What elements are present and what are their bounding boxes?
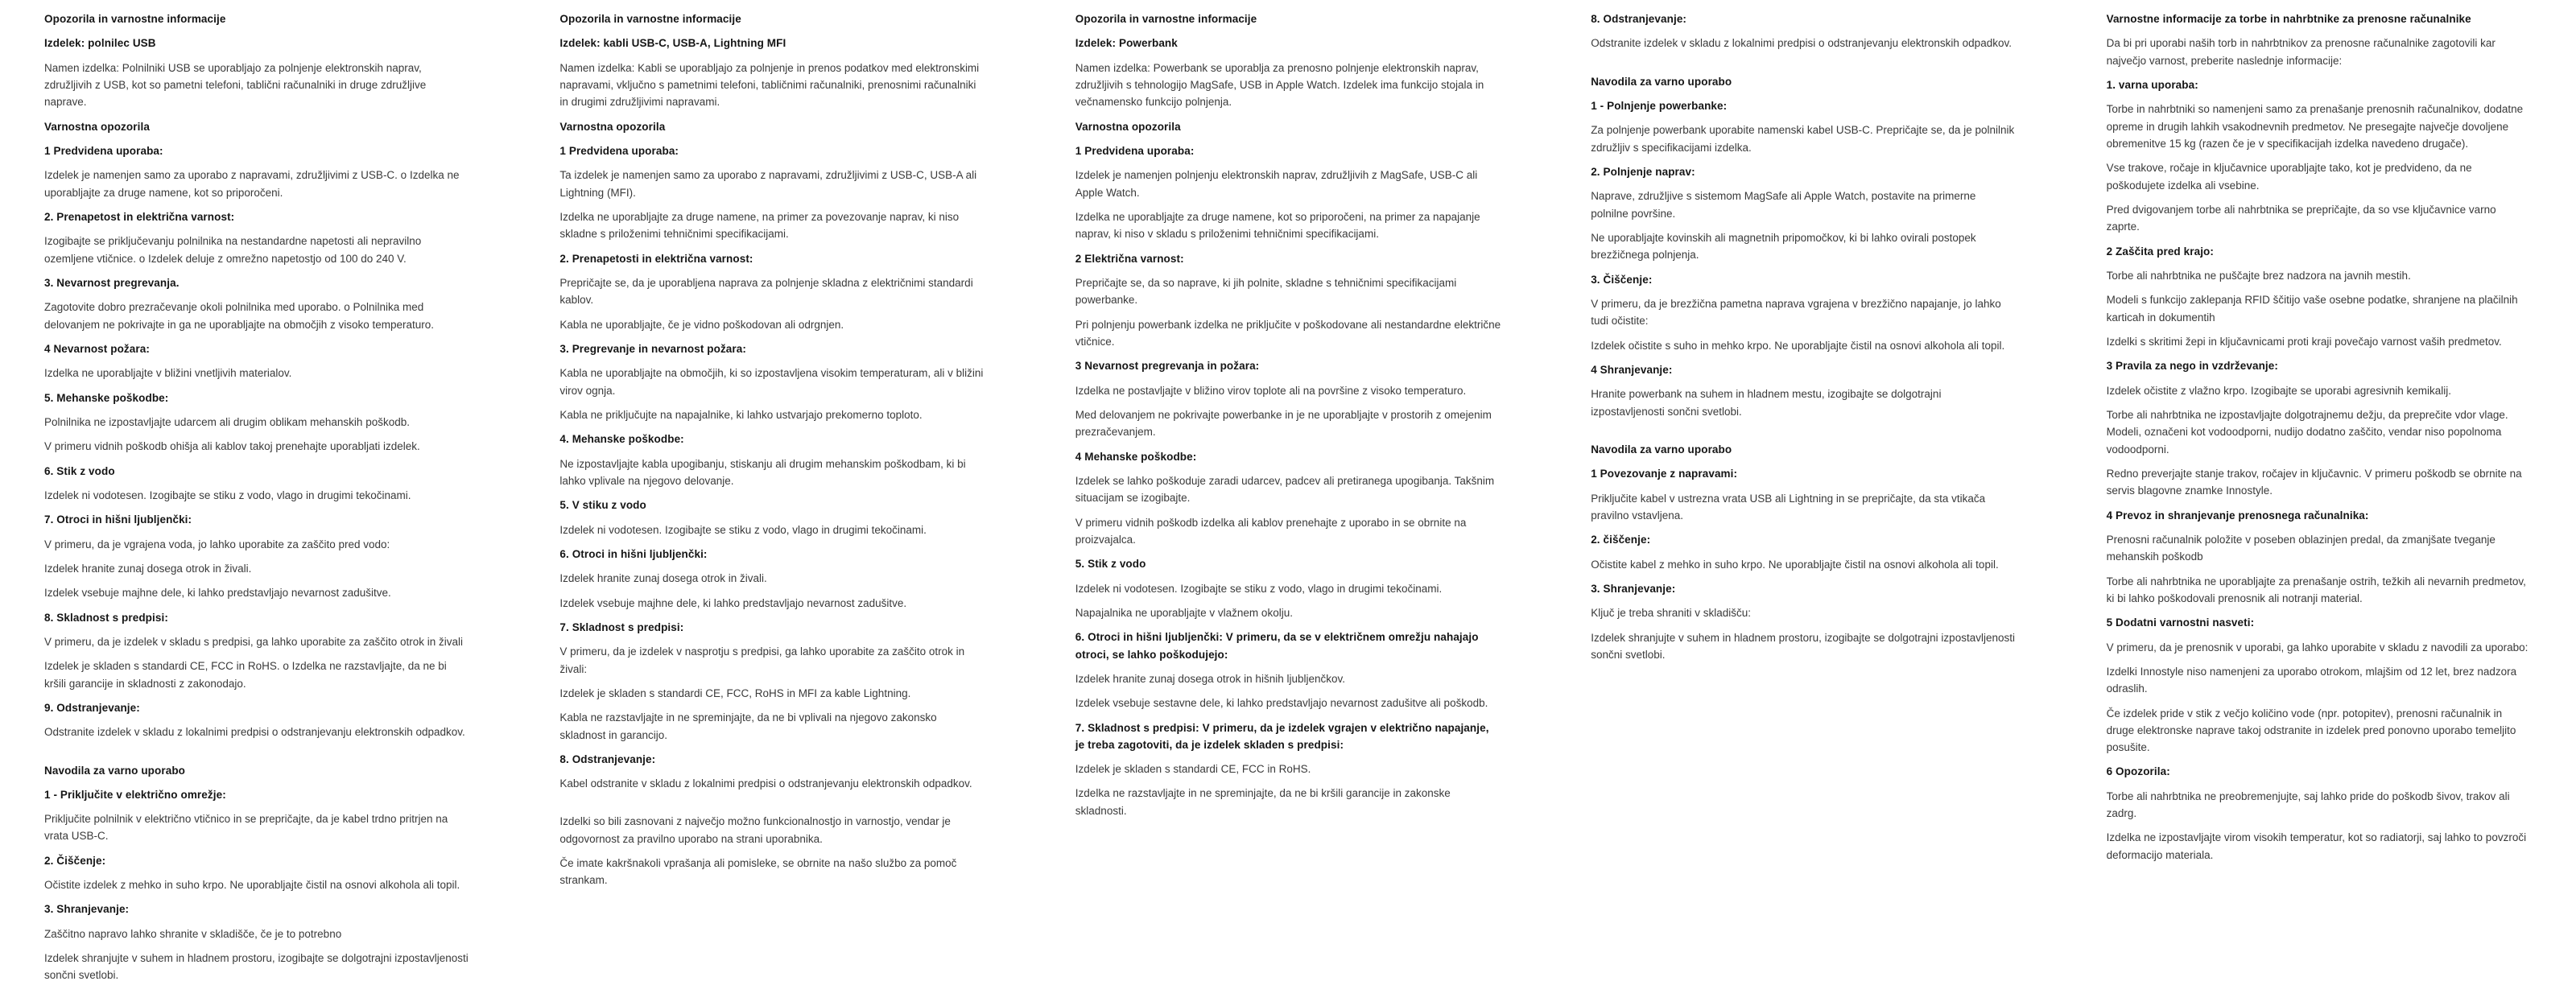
paragraph: Ne izpostavljajte kabla upogibanju, stiskanju ali drugim mehanskim poškodbam, ki bi lahko vplivale na njegovo delovanje. (559, 457, 966, 487)
paragraph: Za polnjenje powerbank uporabite namenski kabel USB-C. Prepričajte se, da je polnilnik združljiv s specifikacijami izdelka. (1591, 124, 2015, 154)
paragraph: Izdelek je skladen s standardi CE, FCC in RoHS. (1075, 763, 1311, 776)
paragraph: Ne uporabljajte kovinskih ali magnetnih pripomočkov, ki bi lahko ovirali postopek brezžičnega polnjenja. (1591, 231, 1976, 262)
paragraph: Če imate kakršnakoli vprašanja ali pomisleke, se obrnite na našo službo za pomoč strankam. (559, 857, 957, 887)
paragraph: Izdelek vsebuje majhne dele, ki lahko predstavljajo nevarnost zadušitve. (559, 596, 907, 609)
section-heading: 6 Opozorila: (2106, 765, 2170, 778)
paragraph: Prenosni računalnik položite v poseben oblazinjen predal, da zmanjšate tveganje mehanskih poškodb (2106, 533, 2496, 563)
section-heading: 6. Otroci in hišni ljubljenčki: (559, 547, 708, 560)
paragraph: V primeru, da je prenosnik v uporabi, ga lahko uporabite v skladu z navodili za uporabo: (2106, 641, 2529, 653)
paragraph: Zagotovite dobro prezračevanje okoli polnilnika med uporabo. o Polnilnika med delovanjem ne pokrivajte in ga ne uporabljajte na območjih z visoko temperaturo. (44, 301, 435, 331)
section-heading: Izdelek: polnilec USB (44, 37, 156, 50)
paragraph: Izdelek je namenjen samo za uporabo z napravami, združljivimi z USB-C. o Izdelka ne uporabljajte za druge namene, kot so priporočeni. (44, 169, 460, 199)
section-heading: Opozorila in varnostne informacije (1075, 13, 1257, 25)
section-heading: 1 Povezovanje z napravami: (1591, 468, 1738, 480)
section-heading: Varnostna opozorila (1075, 120, 1181, 133)
section-heading: Navodila za varno uporabo (44, 764, 186, 777)
paragraph: Torbe ali nahrbtnika ne izpostavljajte dolgotrajnemu dežju, da preprečite vdor vlage. Modeli, označeni kot vodoodporni, nudijo dodatno zaščito, vendar niso popolnoma vodoodporni. (2106, 408, 2508, 456)
safety-column-powerbank (1075, 10, 1501, 827)
section-heading: 3 Pravila za nego in vzdrževanje: (2106, 360, 2278, 373)
section-heading: Navodila za varno uporabo (1591, 443, 1732, 456)
section-heading: 8. Odstranjevanje: (1591, 13, 1687, 25)
paragraph: Ta izdelek je namenjen samo za uporabo z napravami, združljivimi z USB-C, USB-A ali Lightning (MFI). (559, 169, 977, 199)
paragraph: Očistite izdelek z mehko in suho krpo. Ne uporabljajte čistil na osnovi alkohola ali topil. (44, 879, 460, 892)
paragraph: Izdelek očistite z vlažno krpo. Izogibajte se uporabi agresivnih kemikalij. (2106, 384, 2452, 397)
paragraph: V primeru, da je brezžična pametna naprava vgrajena v brezžično napajanje, jo lahko tudi očistite: (1591, 297, 2001, 328)
paragraph: Očistite kabel z mehko in suho krpo. Ne uporabljajte čistil na osnovi alkohola ali topil. (1591, 558, 1999, 571)
paragraph: Torbe ali nahrbtnika ne preobremenjujte, saj lahko pride do poškodb šivov, trakov ali zadrg. (2106, 790, 2510, 820)
paragraph: Izdelek shranjujte v suhem in hladnem prostoru, izogibajte se dolgotrajni izpostavljenosti sončni svetlobi. (1591, 631, 2015, 661)
paragraph: Odstranite izdelek v skladu z lokalnimi predpisi o odstranjevanju elektronskih odpadkov. (1591, 37, 2012, 50)
section-heading: 3. Nevarnost pregrevanja. (44, 276, 180, 289)
section-heading: 2 Zaščita pred krajo: (2106, 245, 2214, 258)
paragraph: Pred dvigovanjem torbe ali nahrbtnika se prepričajte, da so vse ključavnice varno zaprte. (2106, 203, 2496, 233)
paragraph: Torbe in nahrbtniki so namenjeni samo za prenašanje prenosnih računalnikov, dodatne opreme in drugih lahkih vsakodnevnih predmetov. Ne presegajte največje dovoljene obremenitve 15 kg (razen če je v specifikacijah izdelka navedeno drugače). (2106, 103, 2524, 150)
paragraph: Izdelek vsebuje majhne dele, ki lahko predstavljajo nevarnost zadušitve. (44, 587, 391, 600)
section-heading: 2. Prenapetost in električna varnost: (44, 210, 235, 223)
paragraph: Polnilnika ne izpostavljajte udarcem ali drugim oblikam mehanskih poškodb. (44, 415, 410, 428)
section-heading: 7. Skladnost s predpisi: V primeru, da je izdelek vgrajen v električno napajanje, je treba zagotoviti, da je izdelek skladen s predpisi: (1075, 721, 1489, 751)
section-heading: Opozorila in varnostne informacije (44, 13, 226, 25)
paragraph: Izogibajte se priključevanju polnilnika na nestandardne napetosti ali nepravilno ozemljene vtičnice. o Izdelek deluje z omrežno napetostjo od 100 do 240 V. (44, 235, 422, 265)
section-heading: 5. Mehanske poškodbe: (44, 391, 169, 404)
safety-column-usb-charger (44, 10, 469, 992)
paragraph: Izdelka ne uporabljajte za druge namene, kot so priporočeni, na primer za napajanje naprav, ki niso v skladu s priloženimi tehničnimi specifikacijami. (1075, 210, 1480, 241)
section-heading: Varnostne informacije za torbe in nahrbtnike za prenosne računalnike (2106, 13, 2471, 25)
section-heading: 5. V stiku z vodo (559, 499, 646, 512)
section-heading: 1 Predvidena uporaba: (44, 144, 163, 157)
paragraph: Kabla ne uporabljajte na območjih, ki so izpostavljena visokim temperaturam, ali v bližini virov ognja. (559, 367, 984, 397)
section-heading: 7. Otroci in hišni ljubljenčki: (44, 513, 192, 526)
paragraph: Redno preverjajte stanje trakov, ročajev in ključavnic. V primeru poškodb se obrnite na servis blagovne znamke Innostyle. (2106, 467, 2522, 497)
section-heading: 1 - Priključite v električno omrežje: (44, 788, 226, 801)
safety-column-powerbank-usage (1591, 10, 2016, 670)
paragraph: Naprave, združljive s sistemom MagSafe ali Apple Watch, postavite na primerne polnilne površine. (1591, 190, 1976, 220)
paragraph: Vse trakove, ročaje in ključavnice uporabljajte tako, kot je predvideno, da ne poškodujete izdelka ali vsebine. (2106, 162, 2472, 192)
paragraph: Kabla ne razstavljajte in ne spreminjajte, da ne bi vplivali na njegovo zakonsko skladnost in garancijo. (559, 711, 937, 741)
section-heading: 4 Shranjevanje: (1591, 363, 1673, 376)
paragraph: Izdelek hranite zunaj dosega otrok in živali. (559, 572, 767, 585)
paragraph: Hranite powerbank na suhem in hladnem mestu, izogibajte se dolgotrajni izpostavljenosti sončni svetlobi. (1591, 388, 1942, 418)
paragraph: Izdelek je skladen s standardi CE, FCC in RoHS. o Izdelka ne razstavljajte, da ne bi kršili garancije in skladnosti z zakonodajo. (44, 660, 447, 690)
section-heading: 5 Dodatni varnostni nasveti: (2106, 616, 2255, 629)
section-heading: 5. Stik z vodo (1075, 558, 1146, 571)
paragraph: Modeli s funkcijo zaklepanja RFID ščitijo vaše osebne podatke, shranjene na plačilnih karticah in dokumentih (2106, 294, 2518, 324)
paragraph: Izdelek očistite s suho in mehko krpo. Ne uporabljajte čistil na osnovi alkohola ali topil. (1591, 339, 2005, 352)
paragraph: Izdelki s skritimi žepi in ključavnicami proti kraji povečajo varnost vaših predmetov. (2106, 335, 2502, 348)
paragraph: Izdelek shranjujte v suhem in hladnem prostoru, izogibajte se dolgotrajni izpostavljenosti sončni svetlobi. (44, 952, 469, 982)
section-heading: 8. Skladnost s predpisi: (44, 611, 168, 624)
paragraph: Če izdelek pride v stik z večjo količino vode (npr. potopitev), prenosni računalnik in druge elektronske naprave takoj odstranite in izdelek pred ponovno uporabo temeljito posušite. (2106, 707, 2516, 754)
paragraph: Izdelki Innostyle niso namenjeni za uporabo otrokom, mlajšim od 12 let, brez nadzora odraslih. (2106, 665, 2517, 695)
section-heading: 2. čiščenje: (1591, 534, 1651, 546)
section-heading: Navodila za varno uporabo (1591, 75, 1732, 88)
paragraph: Izdelek se lahko poškoduje zaradi udarcev, padcev ali pretiranega upogibanja. Takšnim situacijam se izogibajte. (1075, 474, 1495, 505)
paragraph: Odstranite izdelek v skladu z lokalnimi predpisi o odstranjevanju elektronskih odpadkov. (44, 726, 465, 739)
section-heading: 7. Skladnost s predpisi: (559, 621, 684, 633)
paragraph: Izdelka ne razstavljajte in ne spreminjajte, da ne bi kršili garancije in zakonske skladnosti. (1075, 787, 1451, 817)
section-heading: 4. Mehanske poškodbe: (559, 433, 684, 446)
section-heading: 3. Shranjevanje: (1591, 582, 1676, 595)
section-heading: 4 Prevoz in shranjevanje prenosnega računalnika: (2106, 509, 2369, 522)
paragraph: Kabla ne priključujte na napajalnike, ki lahko ustvarjajo prekomerno toploto. (559, 408, 923, 421)
section-heading: 3. Čiščenje: (1591, 273, 1653, 286)
section-heading: 4 Mehanske poškodbe: (1075, 450, 1197, 463)
section-heading: 1 - Polnjenje powerbanke: (1591, 99, 1728, 112)
paragraph: Izdelek vsebuje sestavne dele, ki lahko predstavljajo nevarnost zadušitve ali poškodb. (1075, 697, 1488, 710)
paragraph: Da bi pri uporabi naših torb in nahrbtnikov za prenosne računalnike zagotovili kar največjo varnost, preberite naslednje informacije: (2106, 37, 2496, 67)
paragraph: Izdelek ni vodotesen. Izogibajte se stiku z vodo, vlago in drugimi tekočinami. (559, 523, 927, 536)
section-heading: 2. Čiščenje: (44, 854, 106, 867)
section-heading: 4 Nevarnost požara: (44, 342, 150, 355)
section-heading: Varnostna opozorila (44, 120, 150, 133)
section-heading: 3. Pregrevanje in nevarnost požara: (559, 342, 746, 355)
paragraph: Kabel odstranite v skladu z lokalnimi predpisi o odstranjevanju elektronskih odpadkov. (559, 777, 972, 790)
paragraph: Izdelka ne izpostavljajte virom visokih temperatur, kot so radiatorji, saj lahko to povzroči deformacijo materiala. (2106, 831, 2527, 861)
paragraph: V primeru vidnih poškodb ohišja ali kablov takoj prenehajte uporabljati izdelek. (44, 440, 420, 453)
paragraph: Izdelek hranite zunaj dosega otrok in hišnih ljubljenčkov. (1075, 672, 1345, 685)
section-heading: 1 Predvidena uporaba: (559, 144, 679, 157)
paragraph: Med delovanjem ne pokrivajte powerbanke in je ne uporabljajte v prostorih z omejenim prezračevanjem. (1075, 408, 1492, 439)
safety-column-cables (559, 10, 985, 897)
section-heading: Izdelek: kabli USB-C, USB-A, Lightning MFI (559, 37, 786, 50)
paragraph: Izdelek hranite zunaj dosega otrok in živali. (44, 562, 252, 575)
paragraph: V primeru, da je izdelek v skladu s predpisi, ga lahko uporabite za zaščito otrok in živali (44, 635, 464, 648)
section-heading: 2 Električna varnost: (1075, 252, 1184, 265)
section-heading: 1. varna uporaba: (2106, 78, 2198, 91)
paragraph: Pri polnjenju powerbank izdelka ne priključite v poškodovane ali nestandardne električne vtičnice. (1075, 318, 1501, 348)
section-heading: 1 Predvidena uporaba: (1075, 144, 1195, 157)
paragraph: V primeru vidnih poškodb izdelka ali kablov prenehajte z uporabo in se obrnite na proizvajalca. (1075, 516, 1467, 546)
paragraph: Izdelek je namenjen polnjenju elektronskih naprav, združljivih z MagSafe, USB-C ali Apple Watch. (1075, 169, 1478, 199)
section-heading: 2. Polnjenje naprav: (1591, 165, 1695, 178)
paragraph: Napajalnika ne uporabljajte v vlažnem okolju. (1075, 606, 1293, 619)
paragraph: Priključite polnilnik v električno vtičnico in se prepričajte, da je kabel trdno pritrjen na vrata USB-C. (44, 813, 448, 843)
section-heading: 6. Stik z vodo (44, 464, 115, 477)
paragraph: Prepričajte se, da so naprave, ki jih polnite, skladne s tehničnimi specifikacijami powerbanke. (1075, 276, 1457, 307)
section-heading: 2. Prenapetosti in električna varnost: (559, 252, 753, 265)
section-heading: 3. Shranjevanje: (44, 903, 130, 916)
paragraph: Izdelek ni vodotesen. Izogibajte se stiku z vodo, vlago in drugimi tekočinami. (1075, 582, 1443, 595)
section-heading: 6. Otroci in hišni ljubljenčki: V primeru, da se v električnem omrežju nahajajo otroci, se lahko poškodujejo: (1075, 631, 1479, 661)
paragraph: Priključite kabel v ustrezna vrata USB ali Lightning in se prepričajte, da sta vtikača pravilno vstavljena. (1591, 492, 1986, 522)
paragraph: V primeru, da je vgrajena voda, jo lahko uporabite za zaščito pred vodo: (44, 538, 390, 550)
section-heading: Izdelek: Powerbank (1075, 37, 1178, 50)
section-heading: 8. Odstranjevanje: (559, 752, 656, 765)
safety-column-laptop-bags (2107, 10, 2532, 871)
paragraph: Izdelek ni vodotesen. Izogibajte se stiku z vodo, vlago in drugimi tekočinami. (44, 489, 411, 501)
paragraph: Izdelka ne uporabljajte za druge namene, na primer za povezovanje naprav, ki niso skladne s priloženimi tehničnimi specifikacijami. (559, 210, 960, 241)
paragraph: Izdelka ne postavljajte v bližino virov toplote ali na površine z visoko temperaturo. (1075, 384, 1467, 397)
paragraph: Namen izdelka: Polnilniki USB se uporabljajo za polnjenje elektronskih naprav, združljivih z USB, kot so pametni telefoni, tablični računalniki in druge združljive naprave. (44, 61, 427, 109)
paragraph: Ključ je treba shraniti v skladišču: (1591, 607, 1752, 620)
section-heading: Varnostna opozorila (559, 120, 666, 133)
section-heading: 9. Odstranjevanje: (44, 701, 140, 714)
section-heading: 3 Nevarnost pregrevanja in požara: (1075, 360, 1260, 373)
paragraph: Zaščitno napravo lahko shranite v skladišče, če je to potrebno (44, 927, 342, 940)
paragraph: Torbe ali nahrbtnika ne puščajte brez nadzora na javnih mestih. (2106, 269, 2411, 282)
paragraph: Namen izdelka: Powerbank se uporablja za prenosno polnjenje elektronskih naprav, združljivih s tehnologijo MagSafe, USB in Apple Watch. Izdelek ima funkcijo stojala in večnamensko funkcijo polnjenja. (1075, 61, 1484, 109)
section-heading: Opozorila in varnostne informacije (559, 13, 741, 25)
paragraph: Kabla ne uporabljajte, če je vidno poškodovan ali odrgnjen. (559, 318, 844, 331)
paragraph: Izdelka ne uporabljajte v bližini vnetljivih materialov. (44, 367, 292, 380)
paragraph: Namen izdelka: Kabli se uporabljajo za polnjenje in prenos podatkov med elektronskimi napravami, vključno s pametnimi telefoni, tabličnimi računalniki, prenosnimi računalniki in drugimi združljivimi napravami. (559, 61, 980, 109)
paragraph: Izdelki so bili zasnovani z največjo možno funkcionalnostjo in varnostjo, vendar je odgovornost za pravilno uporabo na strani uporabnika. (559, 815, 951, 845)
paragraph: Torbe ali nahrbtnika ne uporabljajte za prenašanje ostrih, težkih ali nevarnih predmetov, ki bi lahko poškodovali prenosnik ali notranji material. (2106, 575, 2526, 604)
paragraph: Prepričajte se, da je uporabljena naprava za polnjenje skladna z električnimi standardi kablov. (559, 276, 973, 307)
paragraph: Izdelek je skladen s standardi CE, FCC, RoHS in MFI za kable Lightning. (559, 686, 911, 699)
paragraph: V primeru, da je izdelek v nasprotju s predpisi, ga lahko uporabite za zaščito otrok in živali: (559, 645, 965, 675)
